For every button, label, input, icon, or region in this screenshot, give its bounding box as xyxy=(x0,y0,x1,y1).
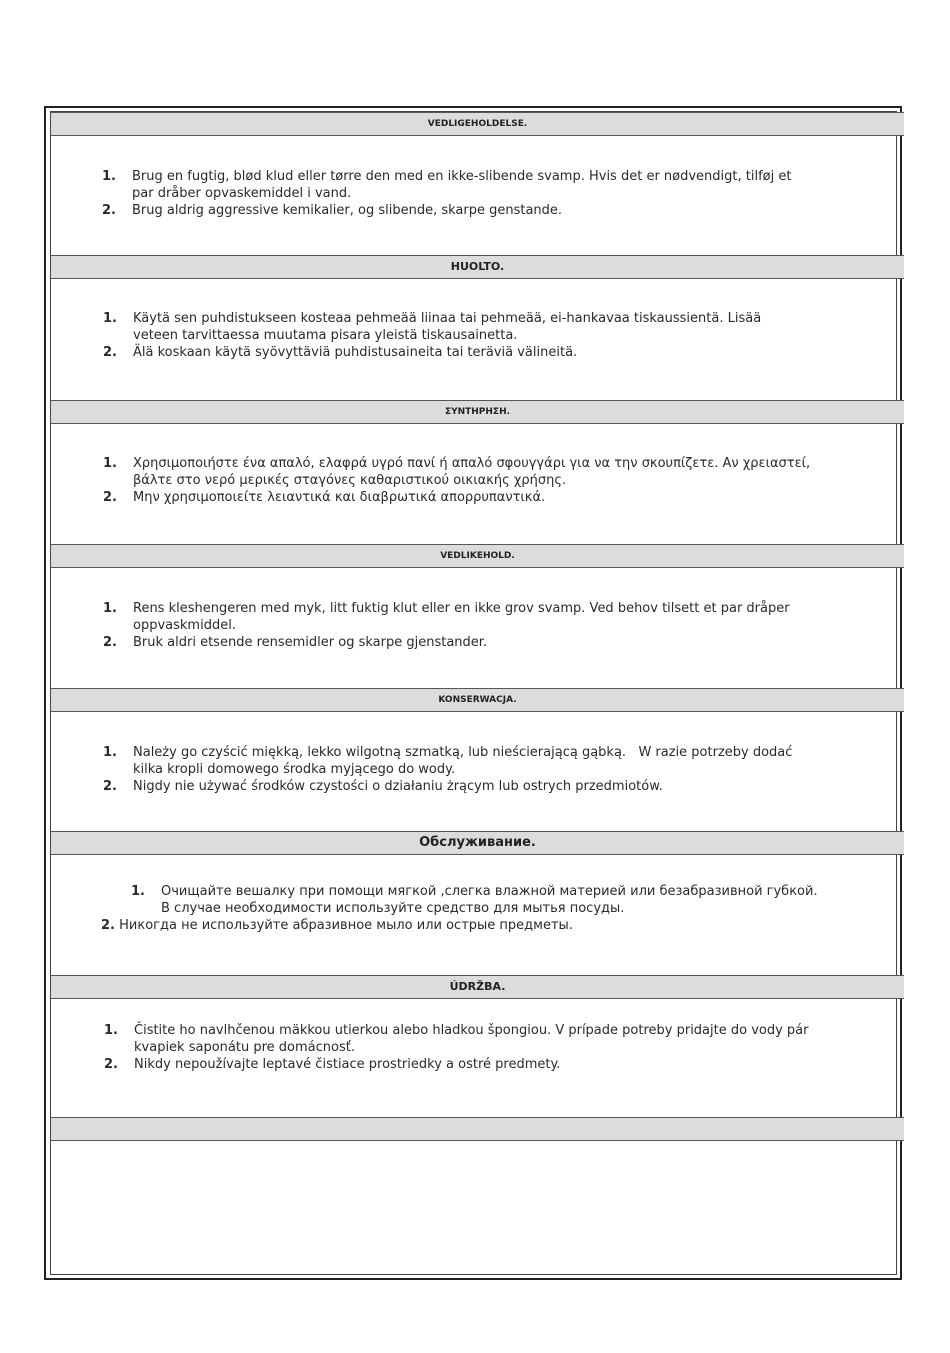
item-number: 2. xyxy=(103,490,117,505)
item-text-line: veteen tarvittaessa muutama pisara yleistä tiskausainetta. xyxy=(133,328,518,343)
item-text-line: βάλτε στο νερό μερικές σταγόνες καθαριστικού οικιακής χρήσης. xyxy=(133,473,567,488)
section-header xyxy=(51,544,904,568)
section-header xyxy=(51,688,904,712)
section-header xyxy=(51,975,904,999)
item-number: 2. xyxy=(103,779,117,794)
section-title: VEDLIGEHOLDELSE. xyxy=(427,119,528,129)
section-title: HUOLTO. xyxy=(450,260,505,273)
item-number: 2. xyxy=(103,345,117,360)
item-number: 1. xyxy=(102,169,116,184)
item-text-line: Очищайте вешалку при помощи мягкой ,слегка влажной материей или безабразивной губкой. xyxy=(161,884,818,899)
item-number: 1. xyxy=(103,456,117,471)
item-text-line: oppvaskmiddel. xyxy=(133,618,236,633)
item-text-line: par dråber opvaskemiddel i vand. xyxy=(132,186,352,201)
item-number: 1. xyxy=(103,601,117,616)
list-item xyxy=(101,917,573,934)
item-text-line: Rens kleshengeren med myk, litt fuktig klut eller en ikke grov svamp. Ved behov tilsett et par dråper xyxy=(133,601,790,616)
item-text-line: Čistite ho navlhčenou mäkkou utierkou alebo hladkou špongiou. V prípade potreby pridajte do vody pár xyxy=(134,1023,809,1038)
section-header xyxy=(51,400,904,424)
item-number: 1. xyxy=(103,311,117,326)
section-header xyxy=(51,831,904,855)
item-number: 2. xyxy=(101,918,115,933)
item-text-line: Χρησιμοποιήστε ένα απαλό, ελαφρά υγρό πανί ή απαλό σφουγγάρι για να την σκουπίζετε. Αν χρειαστεί, xyxy=(133,456,811,471)
item-text-line: В случае необходимости используйте средство для мытья посуды. xyxy=(161,901,625,916)
item-text-line: kilka kropli domowego środka myjącego do wody. xyxy=(133,762,456,777)
item-text-line: Μην χρησιμοποιείτε λειαντικά και διαβρωτικά απορρυπαντικά. xyxy=(133,490,546,505)
item-text-line: kvapiek saponátu pre domácnosť. xyxy=(134,1040,355,1055)
item-text-line: Brug aldrig aggressive kemikalier, og slibende, skarpe genstande. xyxy=(132,203,563,218)
item-text-line: Brug en fugtig, blød klud eller tørre den med en ikke-slibende svamp. Hvis det er nødvendigt, tilføj et xyxy=(132,169,792,184)
item-number: 2. xyxy=(103,635,117,650)
item-number: 1. xyxy=(104,1023,118,1038)
item-text-line: Nigdy nie używać środków czystości o działaniu żrącym lub ostrych przedmiotów. xyxy=(133,779,663,794)
section-header xyxy=(51,255,904,279)
section-title: Обслуживание. xyxy=(419,835,536,850)
section-header xyxy=(51,1117,904,1141)
item-text-line: Käytä sen puhdistukseen kosteaa pehmeää liinaa tai pehmeää, ei-hankavaa tiskaussientä. Lisää xyxy=(133,311,762,326)
item-text-line: Nikdy nepoužívajte leptavé čistiace prostriedky a ostré predmety. xyxy=(134,1057,561,1072)
item-text-line: Никогда не используйте абразивное мыло или острые предметы. xyxy=(119,918,573,933)
item-text-line: Älä koskaan käytä syövyttäviä puhdistusaineita tai teräviä välineitä. xyxy=(133,345,578,360)
section-header xyxy=(51,112,904,136)
section-title: ÚDRŽBA. xyxy=(449,980,506,993)
item-number: 2. xyxy=(102,203,116,218)
section-title: KONSERWACJA. xyxy=(438,695,517,705)
item-text-line: Bruk aldri etsende rensemidler og skarpe gjenstander. xyxy=(133,635,488,650)
item-number: 1. xyxy=(131,884,145,899)
item-text-line: Należy go czyścić miękką, lekko wilgotną szmatką, lub nieścierającą gąbką. W razie potrzeby dodać xyxy=(133,745,793,760)
item-number: 2. xyxy=(104,1057,118,1072)
section-title: ΣΥΝΤΗΡΗΣΗ. xyxy=(444,407,511,417)
section-title: VEDLIKEHOLD. xyxy=(440,551,515,561)
item-number: 1. xyxy=(103,745,117,760)
